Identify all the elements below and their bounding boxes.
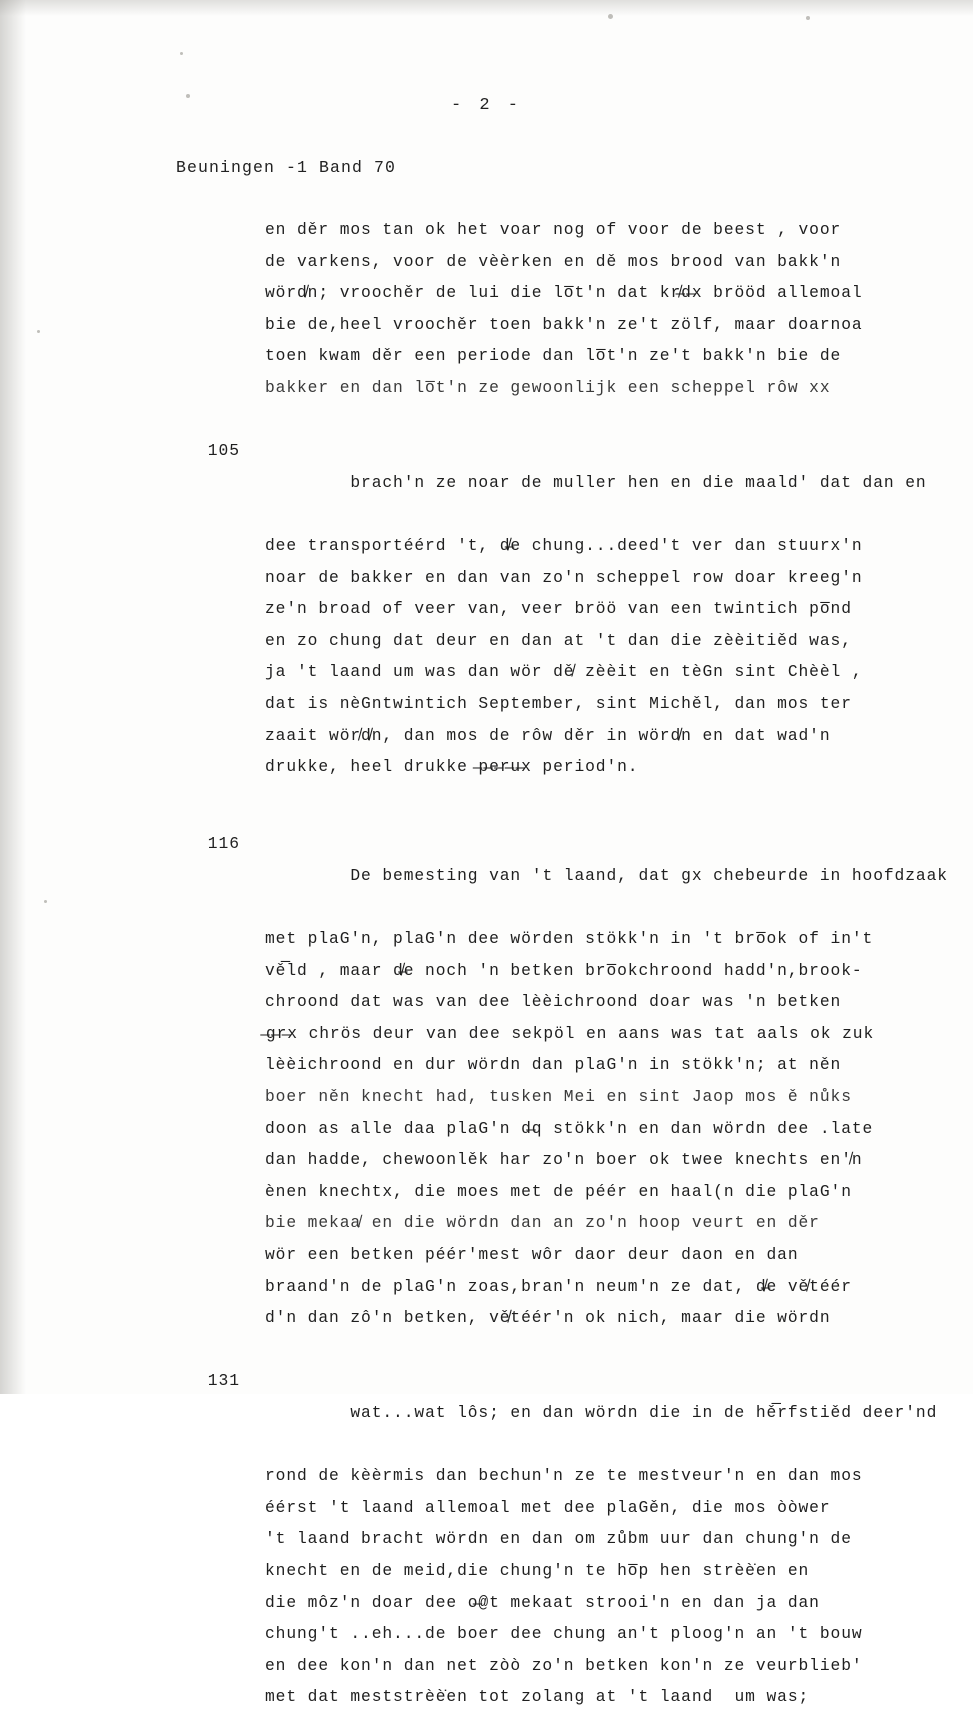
line-text: ̶g̶r̶x chrös deur van dee sekpöl en aans was tat aals ok zuk	[265, 1023, 875, 1043]
transcript-line	[265, 923, 973, 955]
line-text: éérst 't laand allemoal met dee plaGěn, die mos òòwer	[265, 1497, 831, 1517]
line-text: en děr mos tan ok het voar nog of voor de beest , voor	[265, 220, 842, 239]
line-text: drukke, heel drukke ̶p̶e̶r̶u̶x period'n.	[265, 757, 639, 777]
line-text: en dee kon'n dan net zòò zo'n betken kon'n ze veurblieb'	[265, 1655, 863, 1675]
line-text: ja 't laand um was dan wör dě̸ zèèit en tèGn sint Chèèl ,	[265, 662, 863, 682]
transcript-line	[265, 1081, 973, 1113]
transcript-line	[265, 1302, 973, 1334]
transcript-line	[265, 1523, 973, 1555]
transcript-line	[265, 214, 973, 246]
line-text: 't laand bracht wördn en dan om zůbm uur dan chung'n de	[265, 1529, 852, 1549]
line-text: toen kwam děr een periode dan lo̅t'n ze't bakk'n bie de	[265, 346, 842, 366]
line-text: boer něn knecht had, tusken Mei en sint Jaop mos ě nůks	[265, 1087, 852, 1107]
paragraph	[207, 797, 973, 1713]
scan-edge-shadow-top	[0, 0, 973, 16]
line-text: wörd̸n; vroochěr de lui die lo̅t'n dat kr̶̸d̶x brööd allemoal	[265, 283, 863, 303]
scan-speck	[806, 16, 810, 20]
paragraph-gap	[265, 783, 973, 797]
transcript-line	[265, 625, 973, 657]
transcript-line	[265, 688, 973, 720]
transcript-line	[265, 1492, 973, 1524]
line-text: braand'n de plaG'n zoas,bran'n neum'n ze dat, d̶̸e vě̸téér	[265, 1276, 852, 1296]
transcript-line	[265, 751, 973, 783]
transcript-line	[265, 1681, 973, 1713]
transcript-line	[207, 1334, 973, 1460]
line-text: vě̅ld , maar d̶̸e noch 'n betken bro̅okchroond hadd'n,brook-	[265, 960, 863, 980]
line-text: die môz'n doar dee o̶@t mekaat strooi'n en dan ja dan	[265, 1592, 820, 1612]
line-text: bie de,heel vroochěr toen bakk'n ze't zölf, maar doarnoa	[265, 314, 863, 334]
line-text: en zo chung dat deur en dan at 't dan die zèèitiěd was,	[265, 630, 852, 650]
line-text: doon as alle daa plaG'n d̶q stökk'n en dan wördn dee .late	[265, 1118, 874, 1138]
scan-speck	[44, 900, 47, 903]
line-text: De bemesting van 't laand, dat gx chebeurde in hoofdzaak	[350, 865, 948, 885]
line-text: dan hadde, chewoonlěk har zo'n boer ok twee knechts en'̸n	[265, 1150, 863, 1170]
transcript-line	[265, 1239, 973, 1271]
line-text: wat...wat lôs; en dan wördn die in de hě̅rfstiěd deer'nd	[350, 1402, 938, 1422]
line-text: bie mekaa̸ en die wördn dan an zo'n hoop veurt en děr	[265, 1213, 820, 1233]
transcript-line	[207, 404, 973, 530]
transcript-line	[265, 1113, 973, 1145]
transcript-line	[265, 372, 973, 404]
transcript-line	[265, 246, 973, 278]
transcript-line	[265, 593, 973, 625]
line-text: lèèichroond en dur wördn dan plaG'n in stökk'n; at něn	[265, 1055, 842, 1075]
transcript-line	[265, 1144, 973, 1176]
paragraph	[207, 214, 973, 783]
transcript-line	[265, 955, 973, 987]
margin-line-number: 131	[207, 1371, 240, 1391]
line-text: chroond dat was van dee lèèichroond doar was 'n betken	[265, 992, 842, 1012]
page-number: - 2 -	[450, 96, 522, 115]
transcript-line	[265, 562, 973, 594]
scan-speck	[37, 330, 40, 333]
line-text: dee transportéérd 't, d̶̸e chung...deed't ver dan stuurx'n	[265, 535, 863, 555]
line-text: brach'n ze noar de muller hen en die maald' dat dan en	[350, 472, 927, 492]
transcript-line	[265, 1049, 973, 1081]
scan-edge-shadow-left	[0, 0, 26, 1394]
archive-reference: Beuningen -1 Band 70	[176, 158, 397, 177]
margin-line-number: 116	[207, 834, 240, 854]
line-text: noar de bakker en dan van zo'n scheppel row doar kreeg'n	[265, 567, 863, 587]
line-text: de varkens, voor de vèèrken en dě mos brood van bakk'n	[265, 251, 842, 271]
scan-speck	[608, 14, 613, 19]
transcript-line	[265, 1650, 973, 1682]
line-text: met dat meststrèè̇en tot zolang at 't laand um was;	[265, 1687, 810, 1707]
transcript-line	[265, 1018, 973, 1050]
transcript-line	[265, 1555, 973, 1587]
line-text: ènen knechtx, die moes met de péér en haal(n die plaG'n	[265, 1181, 852, 1201]
transcript-line	[265, 309, 973, 341]
transcript-line	[265, 656, 973, 688]
transcript-line	[265, 1271, 973, 1303]
transcript-line	[265, 1618, 973, 1650]
transcript-line	[207, 797, 973, 923]
line-text: zaait wör̸d̸n, dan mos de rôw děr in wörd̸n en dat wad'n	[265, 725, 831, 745]
line-text: d'n dan zô'n betken, vě̸téér'n ok nich, maar die wördn	[265, 1308, 831, 1328]
line-text: ze'n broad of veer van, veer bröö van een twintich po̅nd	[265, 599, 852, 619]
transcript-line	[265, 340, 973, 372]
transcript-line	[265, 277, 973, 309]
transcript-line	[265, 1460, 973, 1492]
margin-line-number: 105	[207, 441, 240, 461]
line-text: wör een betken péér'mest wôr daor deur daon en dan	[265, 1245, 799, 1264]
transcript-line	[265, 986, 973, 1018]
line-text: chung't ..eh...de boer dee chung an't ploog'n an 't bouw	[265, 1624, 863, 1644]
line-text: dat is nèGntwintich September, sint Michěl, dan mos ter	[265, 693, 852, 713]
transcript-line	[265, 1587, 973, 1619]
line-text: knecht en de meid,die chung'n te ho̅p hen strèè̇en en	[265, 1560, 810, 1580]
scan-speck	[180, 52, 183, 55]
transcript-line	[265, 530, 973, 562]
transcript-line	[265, 1176, 973, 1208]
transcript-body	[207, 214, 973, 1713]
line-text: rond de kèèrmis dan bechun'n ze te mestveur'n en dan mos	[265, 1466, 863, 1486]
line-text: bakker en dan lo̅t'n ze gewoonlijk een scheppel rôw xx	[265, 377, 831, 397]
line-text: met plaG'n, plaG'n dee wörden stökk'n in 't bro̅ok of in't	[265, 929, 874, 949]
transcript-line	[265, 1207, 973, 1239]
transcript-line	[265, 720, 973, 752]
